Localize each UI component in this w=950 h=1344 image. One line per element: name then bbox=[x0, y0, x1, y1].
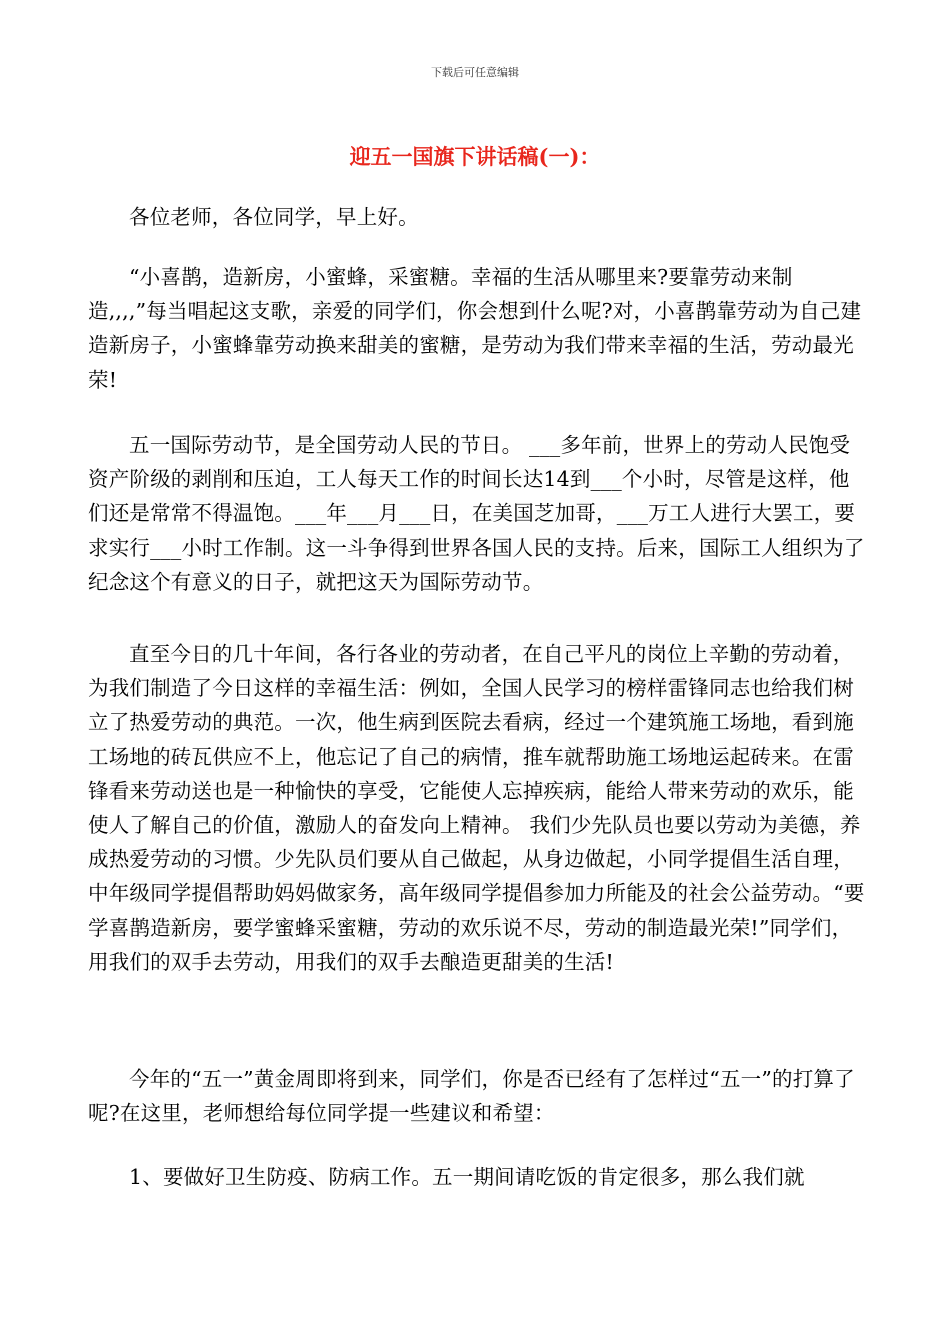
paragraph-golden-week: 今年的“五一”黄金周即将到来，同学们，你是否已经有了怎样过“五一”的打算了呢?在这里，老师想给每位同学提一些建议和希望： bbox=[88, 1067, 855, 1126]
paragraph-suggestion-1: 1、要做好卫生防疫、防病工作。五一期间请吃饭的肯定很多，那么我们就 bbox=[129, 1165, 805, 1189]
paragraph-leifeng: 直至今日的几十年间，各行各业的劳动者，在自己平凡的岗位上辛勤的劳动着，为我们制造了今日这样的幸福生活：例如，全国人民学习的榜样雷锋同志也给我们树立了热爱劳动的典范。一次，他生病到医院去看病，经过一个建筑施工场地，看到施工场地的砖瓦供应不上，他忘记了自己的病情，推车就帮助施工场地运起砖来。在雷锋看来劳动送也是一种愉快的享受，它能使人忘掉疾病，能给人带来劳动的欢乐，能使人了解自己的价值，激励人的奋发向上精神。 我们少先队员也要以劳动为美德，养成热爱劳动的习惯。少先队员们要从自己做起，从身边做起，小同学提倡生活自理，中年级同学提倡帮助妈妈做家务，高年级同学提倡参加力所能及的社会公益劳动。“要学喜鹊造新房，要学蜜蜂采蜜糖，劳动的欢乐说不尽，劳动的制造最光荣!”同学们，用我们的双手去劳动，用我们的双手去酿造更甜美的生活! bbox=[88, 642, 865, 974]
paragraph-greeting: 各位老师，各位同学，早上好。 bbox=[129, 205, 419, 229]
document-title: 迎五一国旗下讲话稿(一)： bbox=[349, 144, 601, 169]
paragraph-history: 五一国际劳动节，是全国劳动人民的节日。 ___多年前，世界上的劳动人民饱受资产阶级的剥削和压迫，工人每天工作的时间长达14到___个小时，尽管是这样，他们还是常常不得温饱。___年___月___日，在美国芝加哥，___万工人进行大罢工，要求实行___小时工作制。这一斗争得到世界各国人民的支持。后来，国际工人组织为了纪念这个有意义的日子，就把这天为国际劳动节。 bbox=[88, 433, 865, 594]
header-note: 下载后可任意编辑 bbox=[431, 66, 519, 79]
paragraph-song: “小喜鹊，造新房，小蜜蜂，采蜜糖。幸福的生活从哪里来?要靠劳动来制造,,,,”每当唱起这支歌，亲爱的同学们，你会想到什么呢?对，小喜鹊靠劳动为自己建造新房子，小蜜蜂靠劳动换来甜美的蜜糖，是劳动为我们带来幸福的生活，劳动最光荣! bbox=[88, 265, 862, 392]
